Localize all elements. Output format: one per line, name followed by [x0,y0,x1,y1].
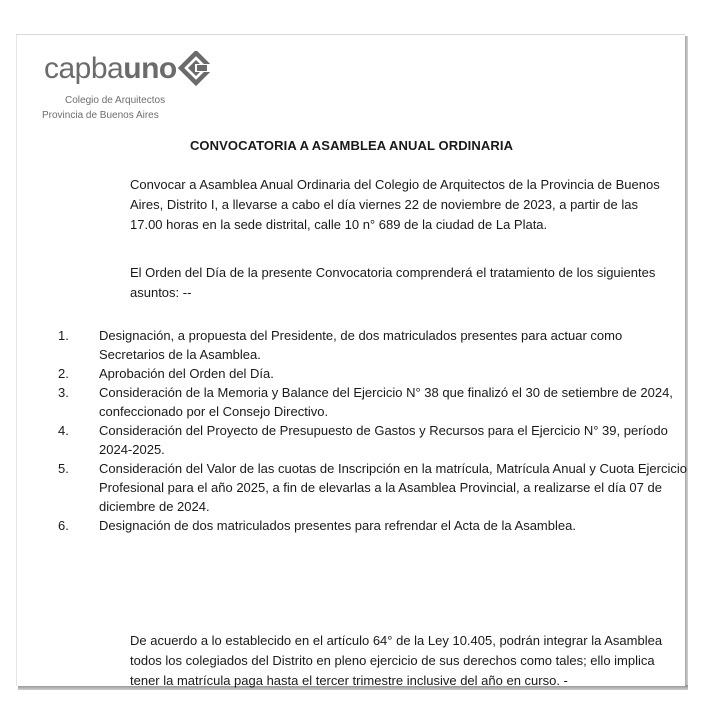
diamond-logo-icon [177,51,215,87]
agenda-item-text: Aprobación del Orden del Día. [99,366,274,381]
agenda-item-number: 3. [58,385,69,400]
agenda-item-number: 2. [58,366,69,381]
agenda-item-text: Consideración de la Memoria y Balance del Ejercicio N° 38 que finalizó el 30 de setiembre de 2024, confeccionado por el Consejo Directivo. [99,385,673,419]
agenda-item-text: Designación, a propuesta del Presidente, de dos matriculados presentes para actuar como Secretarios de la Asamblea. [99,328,623,362]
agenda-item-number: 5. [58,461,69,476]
agenda-item [58,326,688,364]
agenda-item-text: Designación de dos matriculados presentes para refrendar el Acta de la Asamblea. [99,518,576,533]
document-page [16,34,685,686]
agenda-item-number: 1. [58,328,69,343]
document-title: CONVOCATORIA A ASAMBLEA ANUAL ORDINARIA [189,138,514,153]
capbauno-logo [19,35,219,130]
agenda-item-number: 6. [58,518,69,533]
agenda-list [58,326,688,535]
agenda-item-number: 4. [58,423,69,438]
agenda-item [58,421,688,459]
agenda-item [58,459,688,516]
logo-wordmark [44,54,177,84]
logo-wordmark-bold: uno [123,52,177,85]
agenda-item-text: Consideración del Proyecto de Presupuesto de Gastos y Recursos para el Ejercicio N° 39, período 2024-2025. [99,423,668,457]
agenda-item [58,383,688,421]
intro-paragraph: Convocar a Asamblea Anual Ordinaria del Colegio de Arquitectos de la Provincia de Buenos Aires, Distrito I, a llevarse a cabo el día viernes 22 de noviembre de 2023, a partir de las 17.00 horas en la sede distrital, calle 10 n° 689 de la ciudad de La Plata. [130,177,660,232]
agenda-item [58,516,688,535]
logo-wordmark-light: capba [44,52,124,85]
logo-subtitle-provincia: Provincia de Buenos Aires [42,110,159,121]
agenda-item-text: Consideración del Valor de las cuotas de Inscripción en la matrícula, Matrícula Anual y Cuota Ejercicio Profesional para el año 2025, a fin de elevarlas a la Asamblea Provincial, a realizarse el día 07 de diciembre de 2024. [99,461,687,514]
closing-paragraph: De acuerdo a lo establecido en el artículo 64° de la Ley 10.405, podrán integrar la Asamblea todos los colegiados del Distrito en pleno ejercicio de sus derechos como tales; ello implica tener la matrícula paga hasta el tercer trimestre inclusive del año en curso. - [130,633,663,688]
agenda-item [58,364,688,383]
logo-subtitle-colegio: Colegio de Arquitectos [65,95,166,106]
agenda-intro-paragraph: El Orden del Día de la presente Convocatoria comprenderá el tratamiento de los siguientes asuntos: -- [130,265,656,300]
